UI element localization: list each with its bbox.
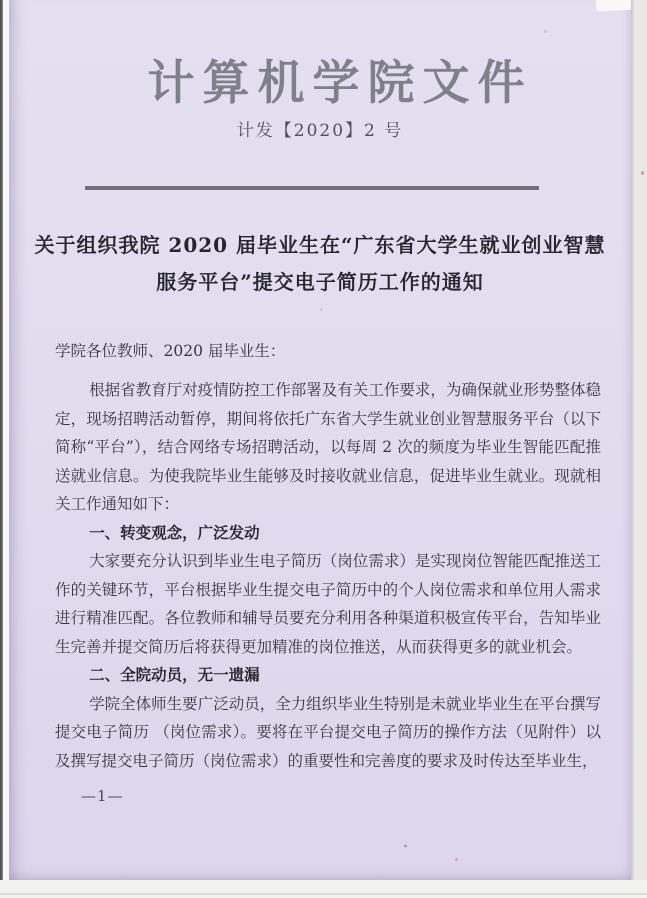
- scanner-edge-right: [631, 0, 647, 898]
- subject-line-1: 关于组织我院 2020 届毕业生在“广东省大学生就业创业智慧: [34, 233, 606, 257]
- scan-speck: [544, 30, 547, 33]
- scan-speck: [641, 171, 644, 175]
- paragraph-3: 学院全体师生要广泛动员，全力组织毕业生特别是未就业毕业生在平台撰写提交电子简历 （岗位需求）。要将在平台提交电子简历的操作方法（见附件）以及撰写提交电子简历（岗位需求）的重要性和完善度的要求及时传达至毕业生，: [55, 694, 601, 770]
- scan-speck: [455, 858, 458, 861]
- page-number: —1—: [81, 787, 124, 805]
- salutation: 学院各位教师、2020 届毕业生：: [55, 342, 286, 360]
- scan-speck: [404, 845, 407, 847]
- section-heading-1: 一、转变观念，广泛发动: [89, 522, 260, 542]
- document-page: [9, 0, 631, 880]
- scanner-edge-bottom: [0, 880, 647, 898]
- document-masthead-title: 计算机学院文件: [147, 56, 533, 111]
- paragraph-1: 根据省教育厅对疫情防控工作部署及有关工作要求，为确保就业形势整体稳定，现场招聘活动暂停，期间将依托广东省大学生就业创业智慧服务平台（以下简称“平台”），结合网络专场招聘活动，以每周 2 次的频度为毕业生智能匹配推送就业信息。为使我院毕业生能够及时接收就业信息，促进毕业生就业。现就相关工作通知如下：: [55, 381, 601, 513]
- paragraph-2: 大家要充分认识到毕业生电子简历（岗位需求）是实现岗位智能匹配推送工作的关键环节，平台根据毕业生提交电子简历中的个人岗位需求和单位用人需求进行精准匹配。各位教师和辅导员要充分利用各种渠道积极宣传平台，告知毕业生完善并提交简历后将获得更加精准的岗位推送，从而获得更多的就业机会。: [55, 552, 601, 656]
- subject-line-2: 服务平台”提交电子简历工作的通知: [156, 270, 484, 294]
- document-subject: [29, 227, 611, 301]
- scanner-bottom-line: [0, 893, 647, 895]
- masthead-divider-rule: [85, 186, 539, 190]
- document-number: 计发【2020】2 号: [236, 121, 404, 141]
- scan-speck: [320, 308, 323, 311]
- section-heading-2: 二、全院动员，无一遗漏: [89, 665, 260, 684]
- document-body: [55, 376, 601, 775]
